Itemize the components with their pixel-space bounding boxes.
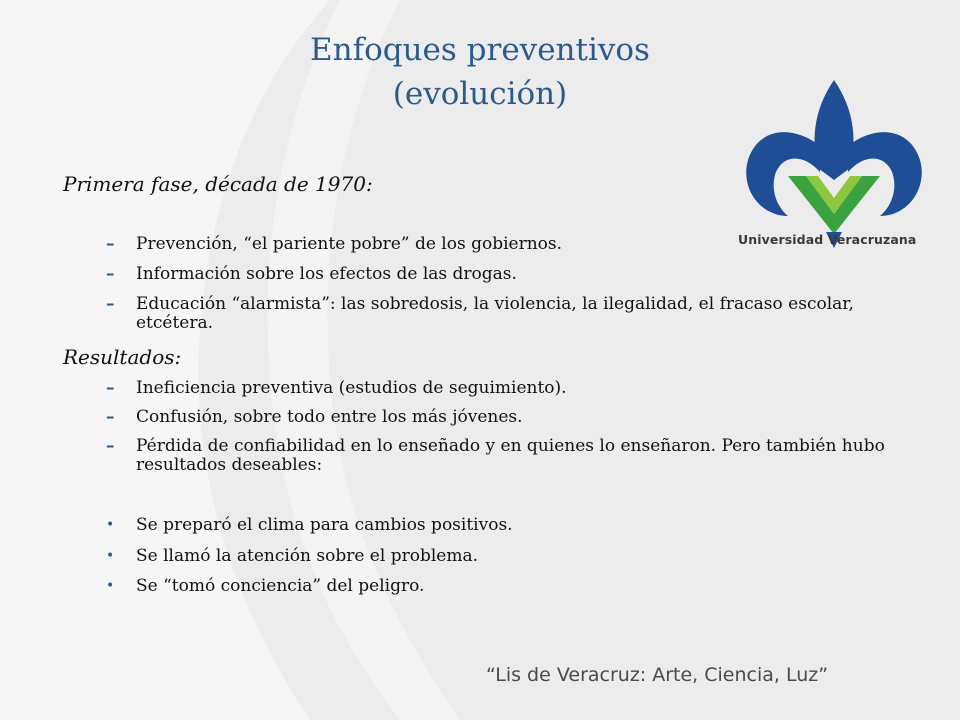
dash-marker: – bbox=[106, 436, 115, 456]
list-item bbox=[106, 407, 906, 427]
list-item bbox=[106, 378, 906, 398]
bullet-item-text: Se “tomó conciencia” del peligro. bbox=[136, 576, 425, 596]
section-heading-resultados: Resultados: bbox=[63, 345, 182, 369]
list-item-text: Ineficiencia preventiva (estudios de seguimiento). bbox=[136, 378, 567, 398]
list-item-text: Educación “alarmista”: las sobredosis, la violencia, la ilegalidad, el fracaso escolar, etcétera. bbox=[136, 294, 854, 333]
list-item-text: Pérdida de confiabilidad en lo enseñado y en quienes lo enseñaron. Pero también hubo resultados deseables: bbox=[136, 436, 885, 475]
list-item-text: Confusión, sobre todo entre los más jóvenes. bbox=[136, 407, 523, 427]
dash-marker: – bbox=[106, 407, 115, 427]
dash-marker: – bbox=[106, 378, 115, 398]
bullet-marker: • bbox=[106, 548, 115, 564]
bullet-marker: • bbox=[106, 578, 115, 594]
title-line-1: Enfoques preventivos bbox=[310, 32, 650, 68]
dash-marker: – bbox=[106, 264, 115, 284]
university-logo-text: Universidad Veracruzana bbox=[738, 232, 917, 247]
dash-marker: – bbox=[106, 294, 115, 314]
bullet-item-text: Se preparó el clima para cambios positivos. bbox=[136, 515, 513, 535]
list-item bbox=[106, 234, 906, 254]
dash-marker: – bbox=[106, 234, 115, 254]
list-item bbox=[106, 264, 906, 284]
bullet-item bbox=[106, 576, 906, 596]
list-item-text: Información sobre los efectos de las drogas. bbox=[136, 264, 517, 284]
university-logo-icon bbox=[736, 76, 932, 256]
bullet-marker: • bbox=[106, 517, 115, 533]
footer-motto: “Lis de Veracruz: Arte, Ciencia, Luz” bbox=[486, 664, 829, 686]
section-heading-primera-fase: Primera fase, década de 1970: bbox=[63, 172, 373, 196]
list-item bbox=[106, 436, 906, 475]
title-line-2: (evolución) bbox=[392, 76, 568, 112]
list-item bbox=[106, 294, 906, 333]
bullet-item bbox=[106, 546, 906, 566]
slide-title bbox=[180, 28, 780, 116]
bullet-item bbox=[106, 515, 906, 535]
list-item-text: Prevención, “el pariente pobre” de los gobiernos. bbox=[136, 234, 563, 254]
bullet-item-text: Se llamó la atención sobre el problema. bbox=[136, 546, 478, 566]
